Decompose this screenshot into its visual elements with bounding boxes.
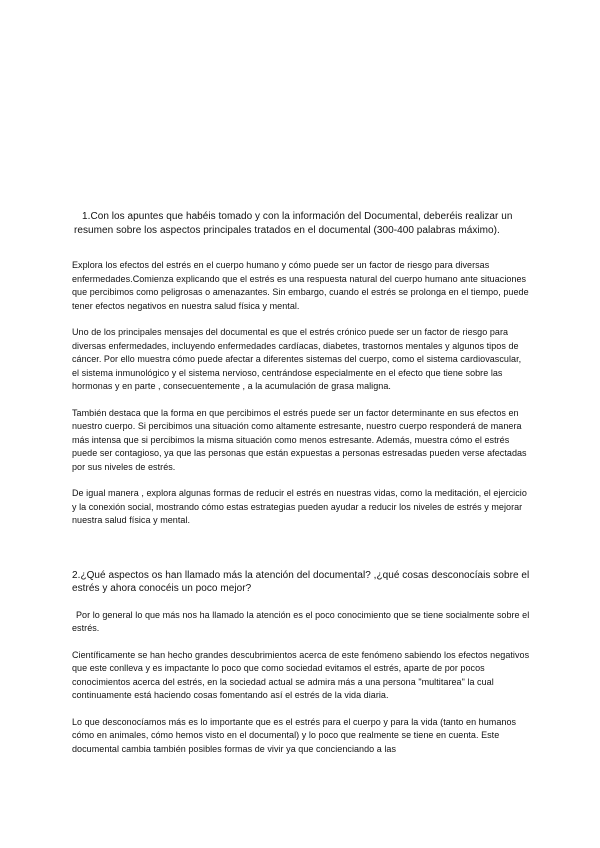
answer-1-paragraph-4: De igual manera , explora algunas formas de reducir el estrés en nuestras vidas, como la meditación, el ejercicio y la conexión social, mostrando cómo estas estrategias pueden ayudar a reducir los niveles de estrés y mejorar nuestra salud física y mental. <box>72 488 527 525</box>
answer-1-paragraph-2: Uno de los principales mensajes del documental es que el estrés crónico puede ser un factor de riesgo para diversas enfermedades, incluyendo enfermedades cardíacas, diabetes, trastornos mentales y algunos tipos de cáncer. Por ello muestra cómo puede afectar a diferentes sistemas del cuerpo, como el sistema cardiovascular, el sistema inmunológico y el sistema nervioso, centrándose especialmente en el efecto que tiene sobre las hormonas y en parte , consecuentemente , a la acumulación de grasa maligna. <box>72 327 522 391</box>
answer-2-paragraph-1: Por lo general lo que más nos ha llamado la atención es el poco conocimiento que se tiene socialmente sobre el estrés. <box>72 609 530 633</box>
answer-1-paragraph-1: Explora los efectos del estrés en el cuerpo humano y cómo puede ser un factor de riesgo para diversas enfermedades.Comienza explicando que el estrés es una respuesta natural del cuerpo humano ante situaciones que percibimos como peligrosas o amenazantes. Sin embargo, cuando el estrés se prolonga en el tiempo, puede tener efectos negativos en nuestra salud física y mental. <box>72 260 529 311</box>
answer-2-paragraph-3: Lo que desconocíamos más es lo importante que es el estrés para el cuerpo y para la vida (tanto en humanos cómo en animales, cómo hemos visto en el documental) y lo poco que realmente se tiene en cuenta. Este documental cambia también posibles formas de vivir ya que concienciando a las <box>72 716 517 754</box>
answer-1-paragraph-3: También destaca que la forma en que percibimos el estrés puede ser un factor determinante en sus efectos en nuestro cuerpo. Si percibimos una situación como altamente estresante, nuestro cuerpo responderá de manera más intensa que si percibimos la misma situación como menos estresante. Además, muestra cómo el estrés puede ser contagioso, ya que las personas que están expuestas a personas estresadas pueden verse afectadas por sus niveles de estrés. <box>72 407 527 472</box>
question-2: 2.¿Qué aspectos os han llamado más la atención del documental? ,¿qué cosas desconocíais sobre el estrés y ahora conocéis un poco mejor? <box>72 569 530 594</box>
question-1: 1.Con los apuntes que habéis tomado y con la información del Documental, deberéis realizar un resumen sobre los aspectos principales tratados en el documental (300-400 palabras máximo). <box>74 211 513 236</box>
answer-2-paragraph-2: Científicamente se han hecho grandes descubrimientos acerca de este fenómeno sabiendo los efectos negativos que este conlleva y es impactante lo poco que como sociedad evitamos el estrés, aparte de por pocos conocimientos acerca del estrés, en la sociedad actual se admira más a una persona "multitarea" la cual continuamente está haciendo cosas fomentando así el estrés de la vida diaria. <box>72 649 530 700</box>
